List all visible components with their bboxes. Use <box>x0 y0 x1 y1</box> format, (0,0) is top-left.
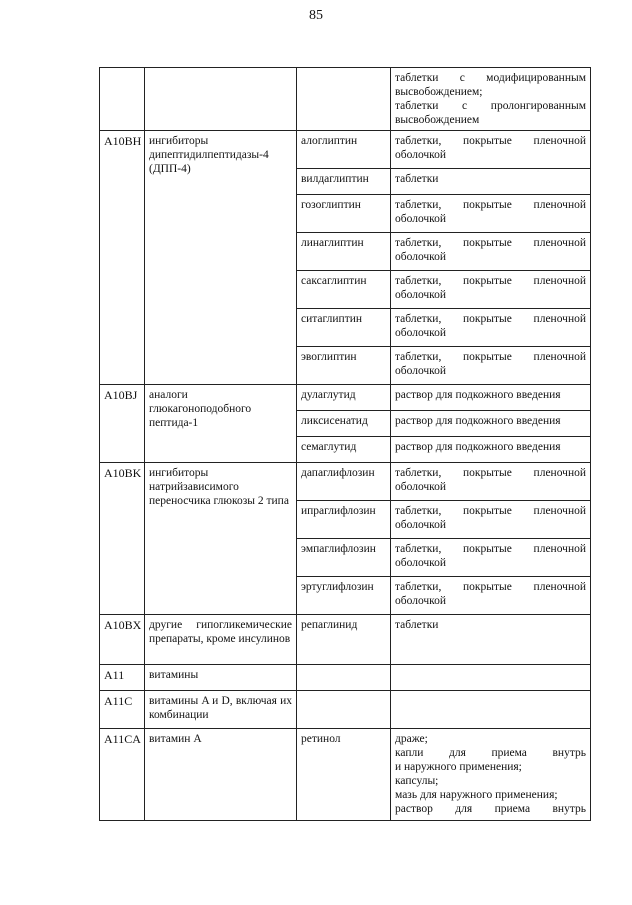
group-cell: другие гипогликемические препараты, кроме инсулинов <box>145 615 297 665</box>
form-line: оболочкой <box>395 149 447 161</box>
form-line: мазь для наружного применения; <box>395 789 558 801</box>
group-cell: витамин A <box>145 729 297 821</box>
atc-code-cell: A11 <box>100 665 145 691</box>
form-line: таблетки, покрытые пленочной <box>395 467 586 479</box>
drug-cell <box>297 68 391 131</box>
form-line: оболочкой <box>395 251 447 263</box>
drug-cell: эртуглифлозин <box>297 577 391 615</box>
form-line: оболочкой <box>395 365 447 377</box>
drug-cell: ретинол <box>297 729 391 821</box>
form-line: таблетки, покрытые пленочной <box>395 313 586 325</box>
atc-code-cell: A11CA <box>100 729 145 821</box>
form-line: раствор для подкожного введения <box>395 415 561 427</box>
form-line: оболочкой <box>395 595 447 607</box>
form-line: оболочкой <box>395 327 447 339</box>
form-line: оболочкой <box>395 481 447 493</box>
drug-cell: репаглинид <box>297 615 391 665</box>
dosage-form-cell <box>391 347 591 385</box>
dosage-form-cell <box>391 463 591 501</box>
form-line: оболочкой <box>395 557 447 569</box>
drug-cell: ипраглифлозин <box>297 501 391 539</box>
table-row <box>100 385 591 411</box>
dosage-form-cell <box>391 233 591 271</box>
table-row <box>100 729 591 821</box>
drug-cell: саксаглиптин <box>297 271 391 309</box>
form-line: таблетки с модифицированным <box>395 72 586 84</box>
page-number: 85 <box>309 8 323 23</box>
form-line: оболочкой <box>395 289 447 301</box>
dosage-form-cell <box>391 169 591 195</box>
drug-cell: алоглиптин <box>297 131 391 169</box>
form-line: оболочкой <box>395 519 447 531</box>
form-line: раствор для приема внутрь <box>395 803 586 815</box>
group-cell: аналоги глюкагоноподобного пептида-1 <box>145 385 297 463</box>
table-row <box>100 68 591 131</box>
table-body <box>100 68 591 821</box>
atc-code-cell: A11C <box>100 691 145 729</box>
form-line: таблетки, покрытые пленочной <box>395 237 586 249</box>
form-line: таблетки, покрытые пленочной <box>395 505 586 517</box>
dosage-form-cell <box>391 729 591 821</box>
form-line: раствор для подкожного введения <box>395 389 561 401</box>
form-line: и наружного применения; <box>395 761 522 773</box>
form-line: оболочкой <box>395 213 447 225</box>
dosage-form-cell <box>391 437 591 463</box>
drug-table <box>99 67 591 821</box>
table-row <box>100 463 591 501</box>
dosage-form-cell <box>391 195 591 233</box>
form-line: таблетки, покрытые пленочной <box>395 135 586 147</box>
dosage-form-cell <box>391 68 591 131</box>
drug-cell: гозоглиптин <box>297 195 391 233</box>
form-line: таблетки, покрытые пленочной <box>395 543 586 555</box>
drug-cell: дапаглифлозин <box>297 463 391 501</box>
drug-cell: эвоглиптин <box>297 347 391 385</box>
drug-cell: семаглутид <box>297 437 391 463</box>
group-cell: ингибиторы дипептидилпептидазы-4 (ДПП-4) <box>145 131 297 385</box>
atc-code-cell <box>100 68 145 131</box>
drug-cell <box>297 665 391 691</box>
form-line: таблетки, покрытые пленочной <box>395 199 586 211</box>
form-line: раствор для подкожного введения <box>395 441 561 453</box>
table-row <box>100 691 591 729</box>
form-line: капсулы; <box>395 775 439 787</box>
drug-cell: ликсисенатид <box>297 411 391 437</box>
form-line: таблетки <box>395 173 439 185</box>
dosage-form-cell <box>391 385 591 411</box>
table-row <box>100 665 591 691</box>
dosage-form-cell <box>391 615 591 665</box>
atc-code-cell: A10BJ <box>100 385 145 463</box>
dosage-form-cell <box>391 131 591 169</box>
dosage-form-cell <box>391 665 591 691</box>
group-cell: ингибиторы натрийзависимого переносчика глюкозы 2 типа <box>145 463 297 615</box>
group-cell <box>145 68 297 131</box>
atc-code-cell: A10BX <box>100 615 145 665</box>
drug-cell: линаглиптин <box>297 233 391 271</box>
dosage-form-cell <box>391 691 591 729</box>
table-row <box>100 131 591 169</box>
atc-code-cell: A10BK <box>100 463 145 615</box>
form-line: высвобождением <box>395 114 480 126</box>
drug-cell <box>297 691 391 729</box>
form-line: драже; <box>395 733 428 745</box>
group-cell: витамины <box>145 665 297 691</box>
form-line: таблетки, покрытые пленочной <box>395 581 586 593</box>
dosage-form-cell <box>391 501 591 539</box>
form-line: таблетки <box>395 619 439 631</box>
drug-cell: эмпаглифлозин <box>297 539 391 577</box>
table-row <box>100 615 591 665</box>
form-line: таблетки, покрытые пленочной <box>395 351 586 363</box>
form-line: таблетки с пролонгированным <box>395 100 586 112</box>
group-cell: витамины A и D, включая их комбинации <box>145 691 297 729</box>
drug-cell: дулаглутид <box>297 385 391 411</box>
dosage-form-cell <box>391 309 591 347</box>
form-line: высвобождением; <box>395 86 483 98</box>
dosage-form-cell <box>391 411 591 437</box>
form-line: капли для приема внутрь <box>395 747 586 759</box>
drug-cell: ситаглиптин <box>297 309 391 347</box>
dosage-form-cell <box>391 577 591 615</box>
dosage-form-cell <box>391 539 591 577</box>
form-line: таблетки, покрытые пленочной <box>395 275 586 287</box>
dosage-form-cell <box>391 271 591 309</box>
drug-cell: вилдаглиптин <box>297 169 391 195</box>
atc-code-cell: A10BH <box>100 131 145 385</box>
